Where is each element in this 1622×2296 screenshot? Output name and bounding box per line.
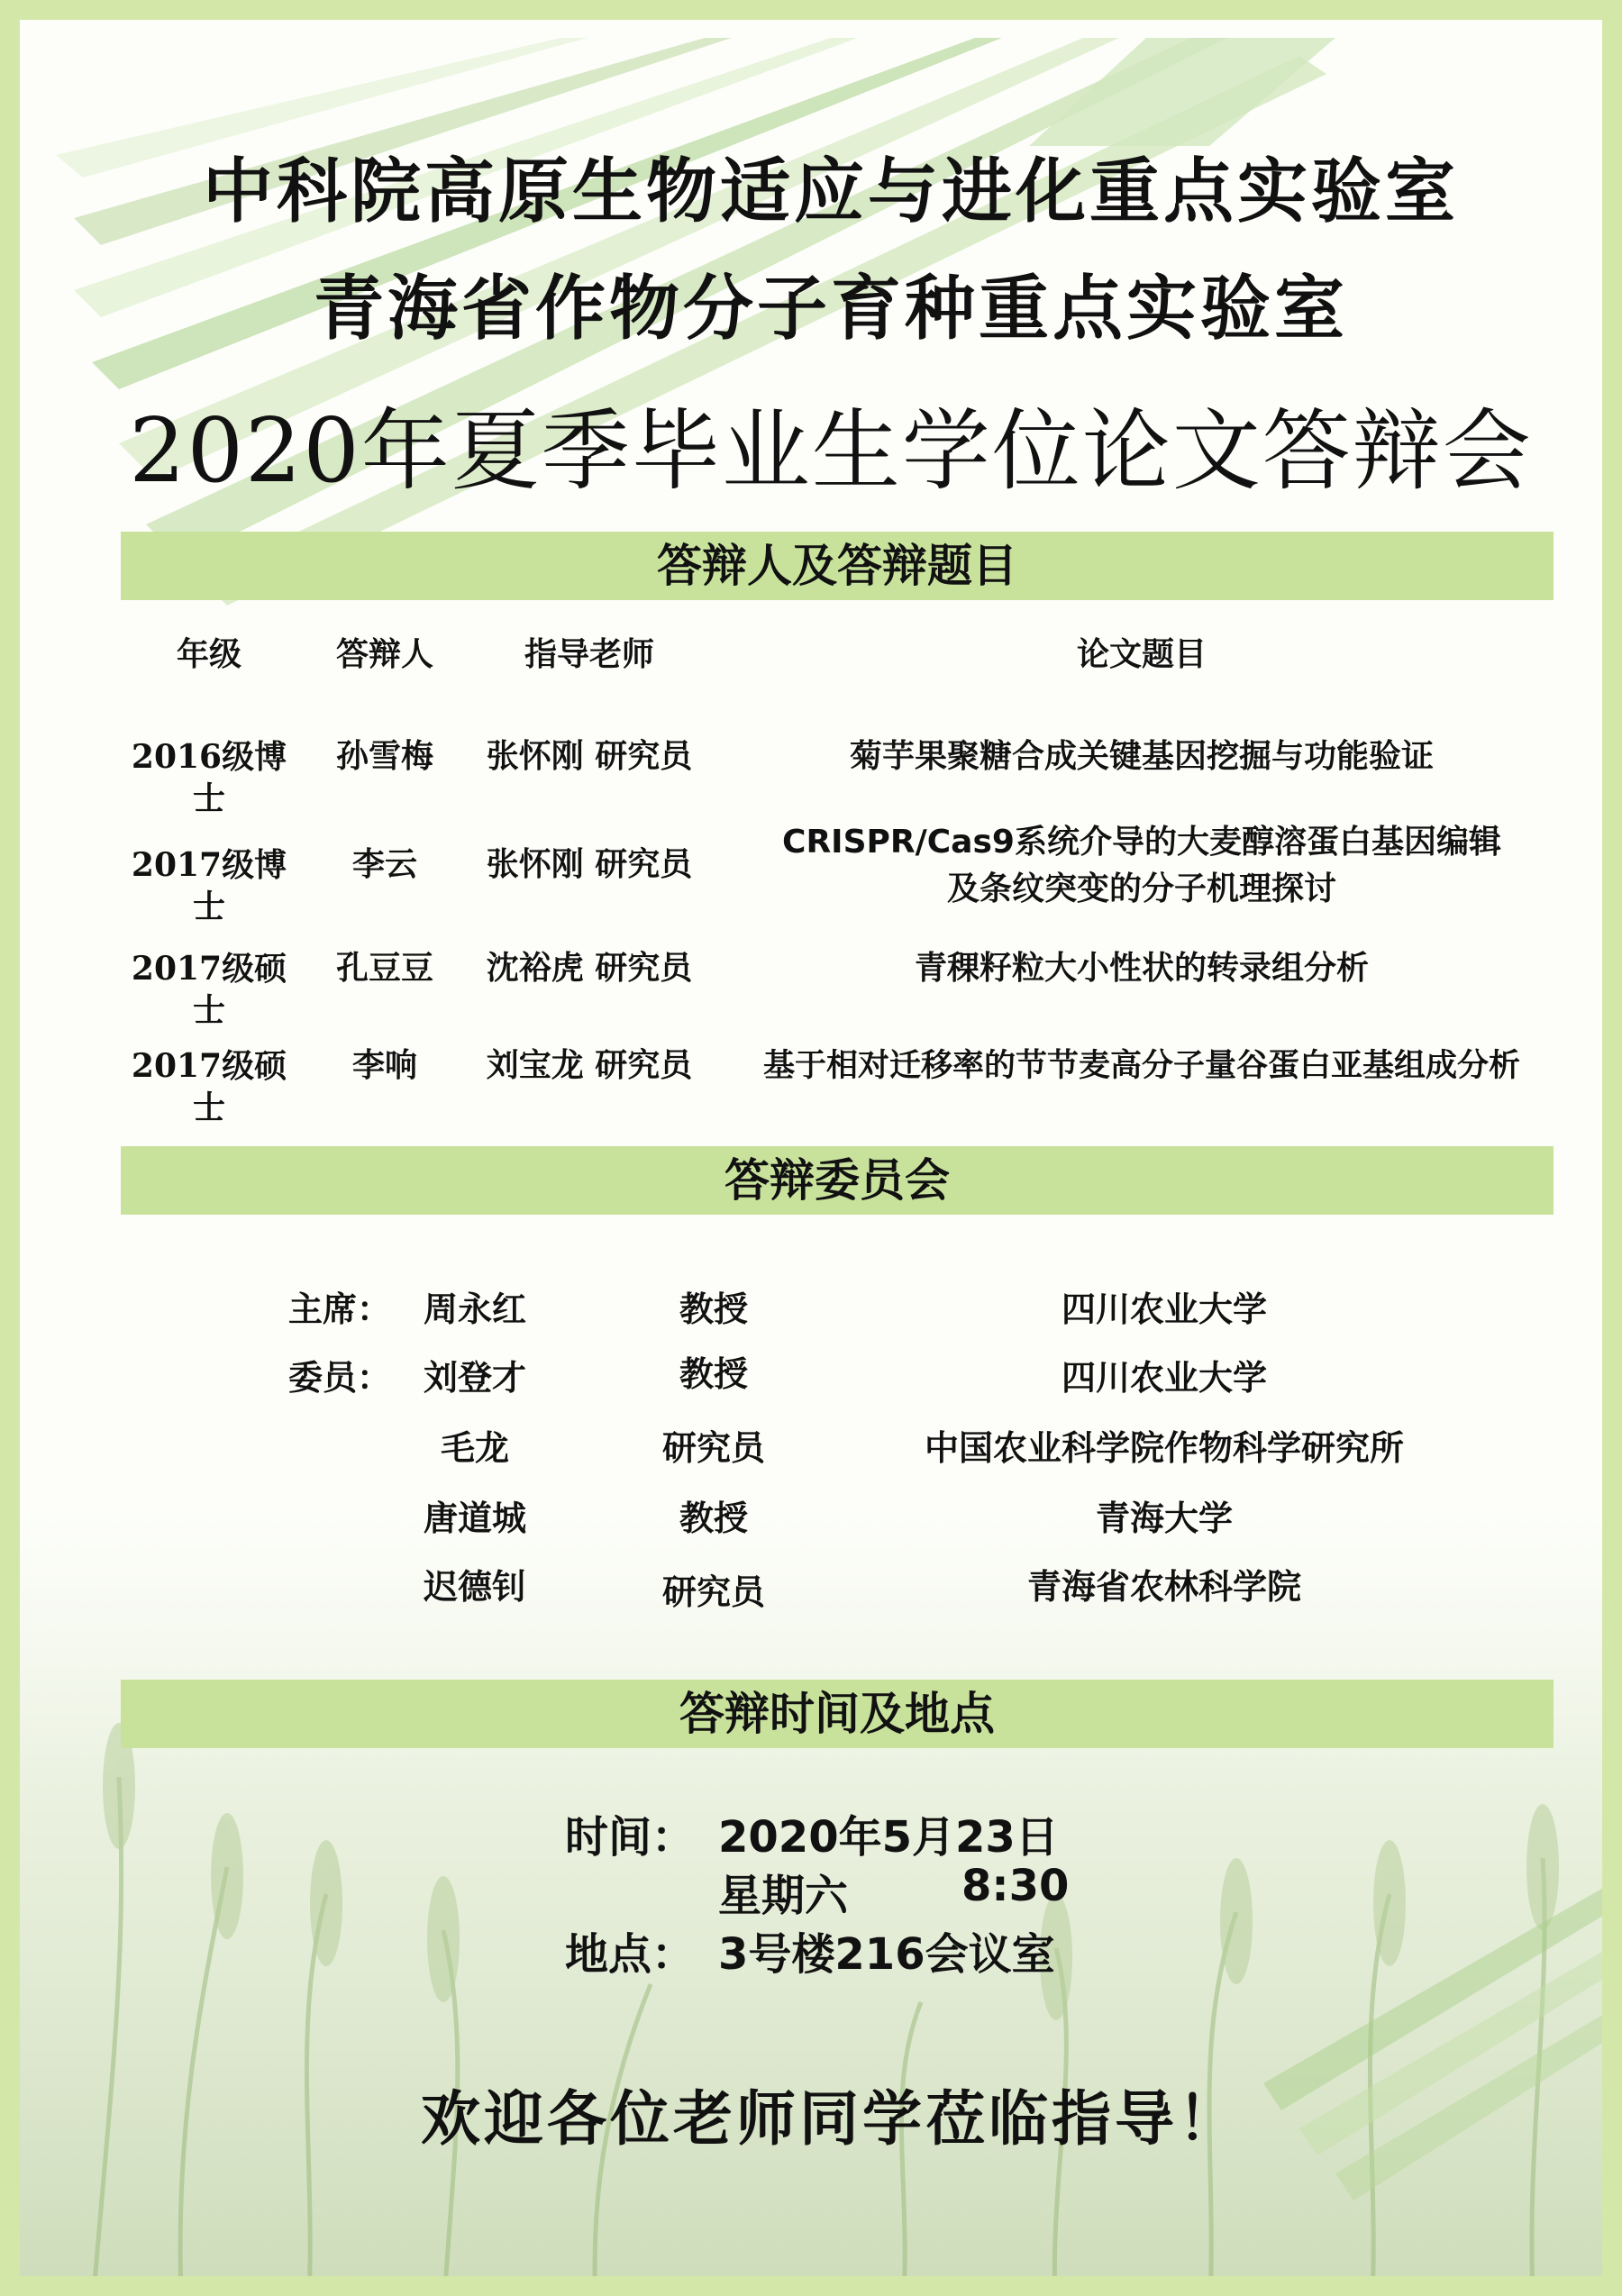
column-header-name: 答辩人 — [335, 636, 433, 673]
section-header-time-place: 答辩时间及地点 — [121, 1680, 1554, 1748]
table-row-name: 孙雪梅 — [335, 738, 433, 775]
table-row-topic: CRISPR/Cas9系统介导的大麦醇溶蛋白基因编辑 — [782, 824, 1501, 861]
committee-member-title: 研究员 — [661, 1428, 765, 1468]
table-row-topic: 菊芋果聚糖合成关键基因挖掘与功能验证 — [849, 738, 1434, 775]
committee-member-name: 周永红 — [423, 1289, 526, 1329]
institute-title: 中科院高原生物适应与进化重点实验室 — [202, 150, 1459, 232]
committee-member-org: 中国农业科学院作物科学研究所 — [924, 1428, 1404, 1468]
committee-member-name: 刘登才 — [423, 1358, 526, 1398]
place-value: 3号楼216会议室 — [718, 1929, 1055, 1980]
committee-member-title: 研究员 — [661, 1572, 765, 1612]
event-title: 2020年夏季毕业生学位论文答辩会 — [129, 400, 1533, 503]
column-header-supervisor: 指导老师 — [524, 636, 654, 673]
table-row-topic: 青稞籽粒大小性状的转录组分析 — [914, 950, 1369, 987]
committee-member-org: 四川农业大学 — [1061, 1358, 1267, 1398]
table-row-grade: 2017级博士 — [131, 846, 287, 925]
committee-member-title: 教授 — [679, 1499, 748, 1538]
table-row-supervisor: 刘宝龙 研究员 — [486, 1047, 693, 1084]
section-header-committee: 答辩委员会 — [121, 1146, 1554, 1215]
poster-content — [20, 20, 1622, 2296]
committee-member-title: 教授 — [679, 1354, 748, 1394]
table-row-supervisor: 张怀刚 研究员 — [486, 738, 693, 775]
table-row-name: 李响 — [351, 1047, 417, 1084]
column-header-topic: 论文题目 — [1076, 636, 1207, 673]
table-row-grade: 2017级硕士 — [131, 1047, 287, 1126]
committee-role: 主席： — [287, 1289, 391, 1329]
committee-member-name: 唐道城 — [423, 1499, 526, 1538]
table-row-supervisor: 沈裕虎 研究员 — [486, 950, 693, 987]
committee-member-name: 迟德钊 — [423, 1567, 526, 1607]
clock-value: 8:30 — [961, 1861, 1070, 1911]
section-header-defenders: 答辩人及答辩题目 — [121, 532, 1554, 600]
table-row-grade: 2017级硕士 — [131, 950, 287, 1029]
committee-member-name: 毛龙 — [440, 1428, 509, 1468]
time-label: 时间： — [565, 1812, 696, 1863]
table-row-name: 孔豆豆 — [335, 950, 433, 987]
lab-title: 青海省作物分子育种重点实验室 — [313, 268, 1348, 350]
table-row-topic: 基于相对迁移率的节节麦高分子量谷蛋白亚基组成分析 — [762, 1048, 1520, 1084]
table-row-grade: 2016级博士 — [131, 738, 287, 817]
place-label: 地点： — [565, 1929, 696, 1980]
welcome-message: 欢迎各位老师同学莅临指导！ — [421, 2084, 1241, 2154]
weekday-value: 星期六 — [718, 1871, 849, 1921]
table-row-supervisor: 张怀刚 研究员 — [486, 846, 693, 883]
table-row-topic-continued: 及条纹突变的分子机理探讨 — [946, 870, 1336, 907]
committee-role: 委员： — [287, 1358, 391, 1398]
defense-table — [20, 20, 1622, 1126]
committee-member-org: 青海大学 — [1095, 1499, 1233, 1538]
column-header-grade: 年级 — [176, 636, 241, 673]
table-row-name: 李云 — [351, 846, 417, 883]
committee-member-org: 四川农业大学 — [1061, 1289, 1267, 1329]
committee-member-title: 教授 — [679, 1289, 748, 1329]
date-value: 2020年5月23日 — [718, 1812, 1059, 1863]
committee-member-org: 青海省农林科学院 — [1026, 1567, 1301, 1607]
